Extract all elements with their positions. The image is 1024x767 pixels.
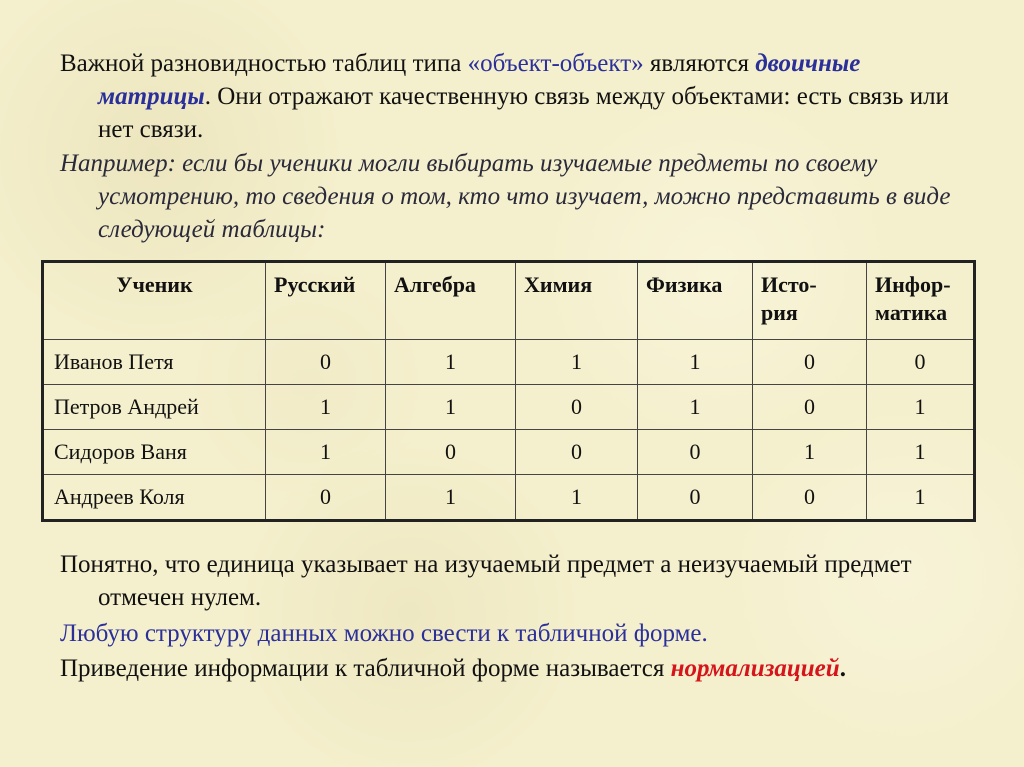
matrix-value-cell: 0 — [516, 430, 638, 475]
matrix-value-cell: 1 — [386, 475, 516, 521]
student-name-cell: Сидоров Ваня — [43, 430, 266, 475]
intro-quoted-term: «объект-объект» — [467, 50, 644, 77]
matrix-value-cell: 1 — [867, 385, 975, 430]
normalization-term: нормализацией — [670, 655, 840, 682]
header-cell-chemistry: Химия — [516, 262, 638, 340]
matrix-value-cell: 0 — [266, 475, 386, 521]
matrix-value-cell: 0 — [266, 340, 386, 385]
matrix-value-cell: 0 — [753, 340, 867, 385]
binary-matrix-table — [41, 260, 976, 522]
normalization-text: Приведение информации к табличной форме называется — [60, 655, 671, 682]
explanation-paragraph: Понятно, что единица указывает на изучаемый предмет а неизучаемый предмет отмечен нулем. — [60, 551, 912, 611]
matrix-value-cell: 0 — [867, 340, 975, 385]
matrix-value-cell: 1 — [516, 340, 638, 385]
intro-paragraph — [60, 47, 978, 146]
table-header-row — [43, 262, 975, 340]
intro-text-2: являются — [643, 50, 756, 77]
header-cell-student: Ученик — [43, 262, 266, 340]
matrix-value-cell: 1 — [266, 385, 386, 430]
matrix-value-cell: 1 — [867, 475, 975, 521]
intro-text-1: Важной разновидностью таблиц типа — [60, 50, 468, 77]
header-cell-russian: Русский — [266, 262, 386, 340]
matrix-value-cell: 1 — [386, 385, 516, 430]
matrix-value-cell: 0 — [638, 430, 753, 475]
matrix-value-cell: 0 — [753, 475, 867, 521]
header-cell-informatics: Инфор- матика — [867, 262, 975, 340]
intro-text-3: . Они отражают качественную связь между объектами: есть связь или нет связи. — [98, 83, 949, 143]
matrix-value-cell: 0 — [638, 475, 753, 521]
student-name-cell: Петров Андрей — [43, 385, 266, 430]
student-name-cell: Иванов Петя — [43, 340, 266, 385]
example-paragraph: Например: если бы ученики могли выбирать изучаемые предметы по своему усмотрению, то сведения о том, кто что изучает, можно представить в виде следующей таблицы: — [60, 150, 951, 243]
any-structure-paragraph: Любую структуру данных можно свести к табличной форме. — [60, 620, 708, 647]
matrix-value-cell: 1 — [867, 430, 975, 475]
normalization-period: . — [839, 655, 846, 682]
table-row — [43, 430, 975, 475]
matrix-value-cell: 1 — [638, 385, 753, 430]
table-body — [43, 340, 975, 521]
student-name-cell: Андреев Коля — [43, 475, 266, 521]
binary-matrix-term: двоичные матрицы — [98, 50, 861, 110]
matrix-value-cell: 1 — [386, 340, 516, 385]
matrix-value-cell: 0 — [753, 385, 867, 430]
table-row — [43, 385, 975, 430]
matrix-value-cell: 1 — [753, 430, 867, 475]
header-cell-history: Исто- рия — [753, 262, 867, 340]
header-cell-physics: Физика — [638, 262, 753, 340]
matrix-value-cell: 0 — [386, 430, 516, 475]
table-row — [43, 340, 975, 385]
normalization-paragraph — [60, 652, 978, 685]
table-row — [43, 475, 975, 521]
matrix-value-cell: 1 — [266, 430, 386, 475]
matrix-value-cell: 1 — [638, 340, 753, 385]
header-cell-algebra: Алгебра — [386, 262, 516, 340]
matrix-value-cell: 0 — [516, 385, 638, 430]
matrix-value-cell: 1 — [516, 475, 638, 521]
